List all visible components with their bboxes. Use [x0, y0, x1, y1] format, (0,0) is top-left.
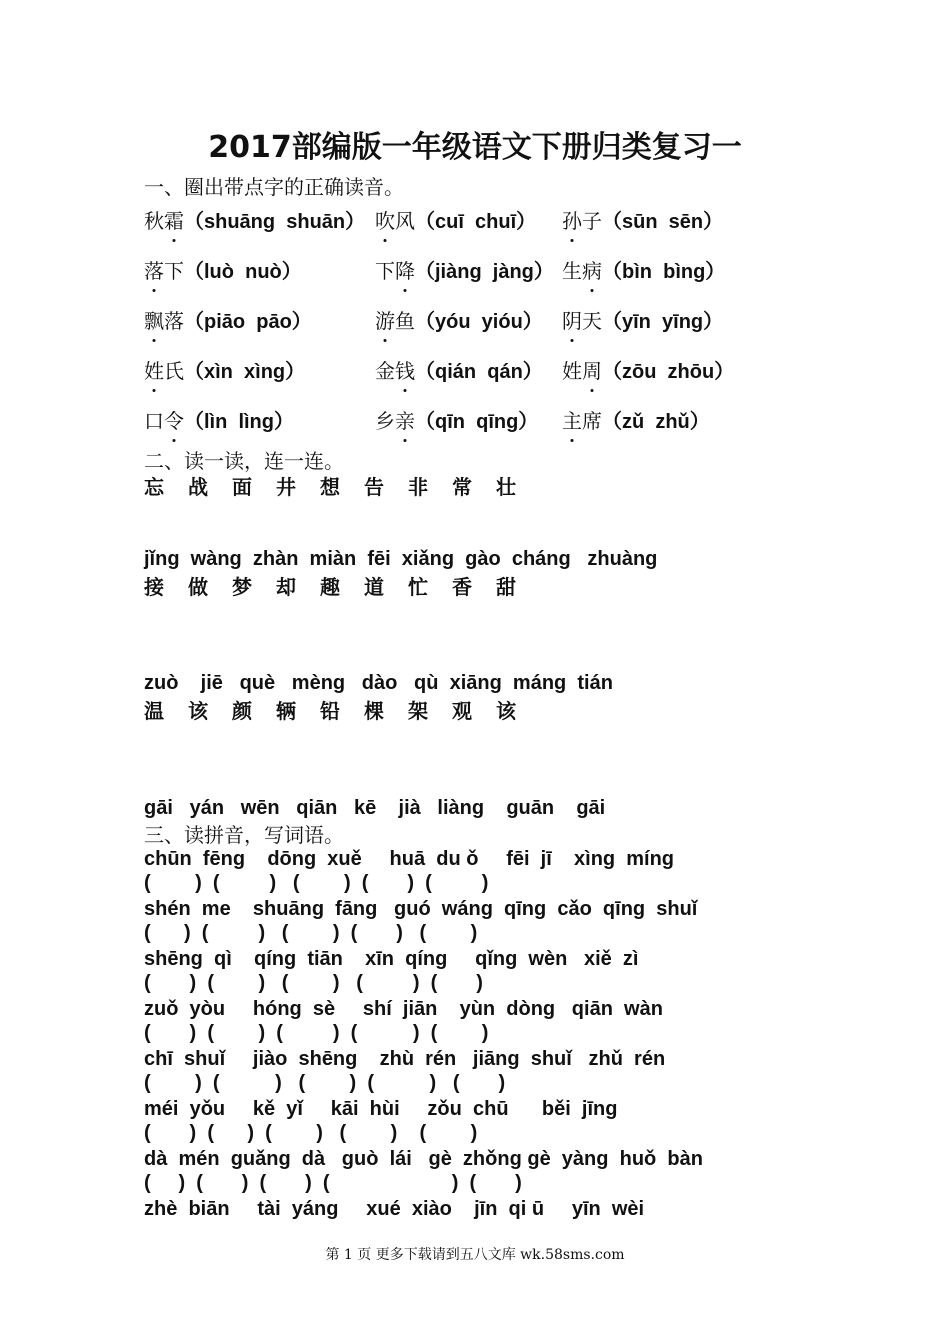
word-char: 下: [375, 259, 395, 283]
answer-brackets[interactable]: ( ) ( ) ( ) ( ) ( ): [144, 1022, 489, 1044]
section2-heading: 二、读一读，连一连。: [144, 449, 344, 473]
character: 道: [364, 575, 384, 599]
pronunciation-item: [375, 358, 543, 385]
section3-heading: 三、读拼音，写词语。: [144, 823, 344, 847]
pinyin-options: （qián qán）: [415, 361, 543, 383]
pinyin-options: （cuī chuī）: [415, 211, 537, 233]
pinyin-row: méi yǒu kě yǐ kāi hùi zǒu chū běi jīng: [144, 1098, 618, 1120]
character-row: [144, 474, 540, 500]
page-title: 2017部编版一年级语文下册归类复习一: [208, 130, 742, 165]
character: 棵: [364, 699, 384, 723]
word-char: 口: [144, 409, 164, 433]
character: 该: [188, 699, 208, 723]
pinyin-row: chūn fēng dōng xuě huā du ǒ fēi jī xìng míng: [144, 848, 675, 870]
pronunciation-item: [375, 208, 536, 235]
pronunciation-item: [144, 408, 294, 435]
pinyin-options: （qīn qīng）: [415, 411, 539, 433]
pinyin-options: （sūn sēn）: [602, 211, 724, 233]
word-char: 金: [375, 359, 395, 383]
word-char: 天: [582, 309, 602, 333]
dotted-char: 降: [395, 259, 415, 283]
pronunciation-item: [562, 258, 725, 285]
pinyin-row: zuò jiē què mèng dào qù xiāng máng tián: [144, 672, 613, 694]
pinyin-options: （shuāng shuān）: [184, 211, 366, 233]
word-char: 子: [582, 209, 602, 233]
character: 忙: [408, 575, 428, 599]
pinyin-options: （yīn yīng）: [602, 311, 724, 333]
word-char: 席: [582, 409, 602, 433]
word-char: 鱼: [395, 309, 415, 333]
character: 甜: [496, 575, 516, 599]
pinyin-row: zhè biān tài yáng xué xiào jīn qi ū yīn wèi: [144, 1198, 645, 1220]
pronunciation-item: [144, 358, 305, 385]
answer-brackets[interactable]: ( ) ( ) ( ) ( ) ( ): [144, 922, 478, 944]
word-char: 落: [164, 309, 184, 333]
dotted-char: 游: [375, 309, 395, 333]
pronunciation-item: [562, 208, 723, 235]
answer-brackets[interactable]: ( ) ( ) ( ) ( ) ( ): [144, 972, 483, 994]
character: 辆: [276, 699, 296, 723]
pinyin-row: shēng qì qíng tiān xīn qíng qǐng wèn xiě zì: [144, 948, 639, 970]
character: 忘: [144, 475, 164, 499]
pronunciation-item: [375, 408, 538, 435]
pinyin-options: （yóu yióu）: [415, 311, 543, 333]
character: 该: [496, 699, 516, 723]
character: 井: [276, 475, 296, 499]
section1-heading: 一、圈出带点字的正确读音。: [144, 175, 404, 199]
character: 非: [408, 475, 428, 499]
character: 战: [188, 475, 208, 499]
pinyin-row: dà mén guǎng dà guò lái gè zhǒng gè yàng huǒ bàn: [144, 1148, 703, 1170]
dotted-char: 钱: [395, 359, 415, 383]
word-char: 氏: [164, 359, 184, 383]
dotted-char: 令: [164, 409, 184, 433]
pinyin-options: （piāo pāo）: [184, 311, 312, 333]
answer-brackets[interactable]: ( ) ( ) ( ) ( ) ( ): [144, 1122, 478, 1144]
dotted-char: 周: [582, 359, 602, 383]
character: 趣: [320, 575, 340, 599]
pronunciation-item: [144, 258, 302, 285]
character: 壮: [496, 475, 516, 499]
character: 面: [232, 475, 252, 499]
pinyin-row: shén me shuāng fāng guó wáng qīng cǎo qīng shuǐ: [144, 898, 698, 920]
character: 铅: [320, 699, 340, 723]
word-char: 生: [562, 259, 582, 283]
character: 颜: [232, 699, 252, 723]
character: 观: [452, 699, 472, 723]
pronunciation-item: [562, 408, 710, 435]
character: 香: [452, 575, 472, 599]
word-char: 下: [164, 259, 184, 283]
dotted-char: 霜: [164, 209, 184, 233]
dotted-char: 姓: [144, 359, 164, 383]
pinyin-options: （jiàng jàng）: [415, 261, 554, 283]
dotted-char: 孙: [562, 209, 582, 233]
pronunciation-item: [375, 258, 554, 285]
pinyin-options: （xìn xìng）: [184, 361, 306, 383]
word-char: 秋: [144, 209, 164, 233]
character: 架: [408, 699, 428, 723]
pinyin-row: zuǒ yòu hóng sè shí jiān yùn dòng qiān wàn: [144, 998, 663, 1020]
pronunciation-item: [562, 308, 723, 335]
dotted-char: 病: [582, 259, 602, 283]
dotted-char: 主: [562, 409, 582, 433]
page-footer: 第 1 页 更多下载请到五八文库 wk.58sms.com: [325, 1247, 625, 1263]
character: 温: [144, 699, 164, 723]
pinyin-options: （lìn lìng）: [184, 411, 294, 433]
pinyin-options: （luò nuò）: [184, 261, 302, 283]
answer-brackets[interactable]: ( ) ( ) ( ) ( ) ( ): [144, 1072, 506, 1094]
character: 告: [364, 475, 384, 499]
pinyin-row: gāi yán wēn qiān kē jià liàng guān gāi: [144, 797, 606, 819]
character-row: [144, 698, 540, 724]
pronunciation-item: [144, 308, 312, 335]
answer-brackets[interactable]: ( ) ( ) ( ) ( ) ( ): [144, 1172, 522, 1194]
character: 梦: [232, 575, 252, 599]
pinyin-options: （zǔ zhǔ）: [602, 411, 710, 433]
dotted-char: 亲: [395, 409, 415, 433]
answer-brackets[interactable]: ( ) ( ) ( ) ( ) ( ): [144, 872, 489, 894]
character-row: [144, 574, 540, 600]
pinyin-row: chī shuǐ jiào shēng zhù rén jiāng shuǐ zhǔ rén: [144, 1048, 666, 1070]
word-char: 姓: [562, 359, 582, 383]
word-char: 乡: [375, 409, 395, 433]
dotted-char: 阴: [562, 309, 582, 333]
character: 却: [276, 575, 296, 599]
character: 常: [452, 475, 472, 499]
character: 接: [144, 575, 164, 599]
pinyin-options: （zōu zhōu）: [602, 361, 735, 383]
pronunciation-item: [375, 308, 543, 335]
character: 做: [188, 575, 208, 599]
pronunciation-item: [562, 358, 734, 385]
dotted-char: 落: [144, 259, 164, 283]
dotted-char: 飘: [144, 309, 164, 333]
pinyin-row: jǐng wàng zhàn miàn fēi xiǎng gào cháng zhuàng: [144, 548, 658, 570]
pinyin-options: （bìn bìng）: [602, 261, 726, 283]
word-char: 风: [395, 209, 415, 233]
character: 想: [320, 475, 340, 499]
pronunciation-item: [144, 208, 365, 235]
dotted-char: 吹: [375, 209, 395, 233]
